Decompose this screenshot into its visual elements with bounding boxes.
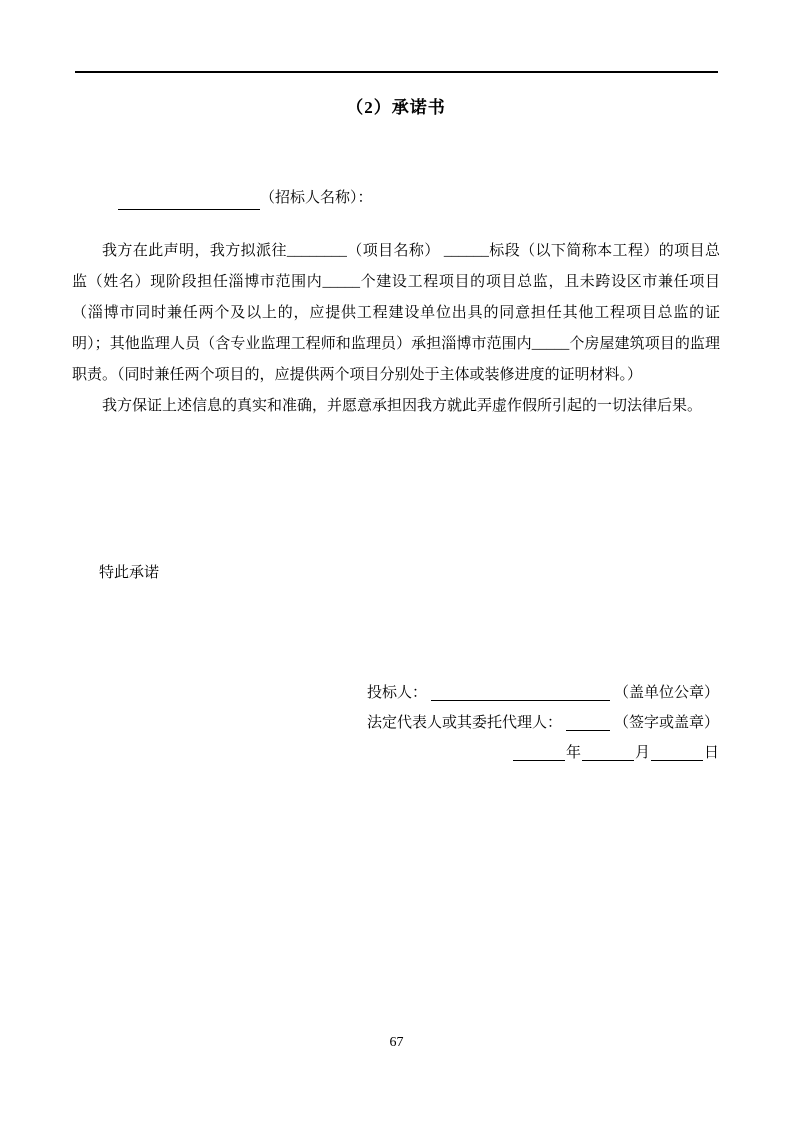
year-blank <box>513 743 565 761</box>
representative-sign-note: （签字或盖章） <box>613 715 719 731</box>
month-label: 月 <box>634 745 650 761</box>
year-label: 年 <box>565 745 581 761</box>
bidder-seal-note: （盖单位公章） <box>613 685 719 701</box>
bidder-label: 投标人： <box>367 685 428 701</box>
representative-signature-line <box>367 704 719 734</box>
day-label: 日 <box>703 745 719 761</box>
addressee-line <box>118 186 373 210</box>
page-number: 67 <box>389 1035 404 1050</box>
addressee-name-blank <box>118 192 260 210</box>
representative-name-blank <box>566 713 610 731</box>
bidder-signature-line <box>367 674 719 704</box>
signature-block <box>367 674 719 764</box>
document-title: （2）承诺书 <box>346 98 446 117</box>
day-blank <box>651 743 703 761</box>
header-rule <box>75 71 718 73</box>
addressee-label: （招标人名称）： <box>260 190 373 206</box>
month-blank <box>582 743 634 761</box>
body-paragraph-2: 我方保证上述信息的真实和准确，并愿意承担因我方就此弄虚作假所引起的一切法律后果。 <box>102 398 703 414</box>
date-line <box>367 734 719 764</box>
body-paragraph-1: 我方在此声明，我方拟派往________（项目名称） ______标段（以下简称本工程）的项目总监（姓名）现阶段担任淄博市范围内_____个建设工程项目的项目总监，且未跨设区市兼任项目（淄博市同时兼任两个及以上的，应提供工程建设单位出具的同意担任其他工程项目总监的证明）；其他监理人员（含专业监理工程师和监理员）承担淄博市范围内_____个房屋建筑项目的监理职责。（同时兼任两个项目的，应提供两个项目分别处于主体或装修进度的证明材料。） <box>72 243 720 383</box>
bidder-name-blank <box>431 683 610 701</box>
closing-phrase: 特此承诺 <box>99 565 160 581</box>
document-body <box>72 236 720 422</box>
representative-label: 法定代表人或其委托代理人： <box>367 715 563 731</box>
